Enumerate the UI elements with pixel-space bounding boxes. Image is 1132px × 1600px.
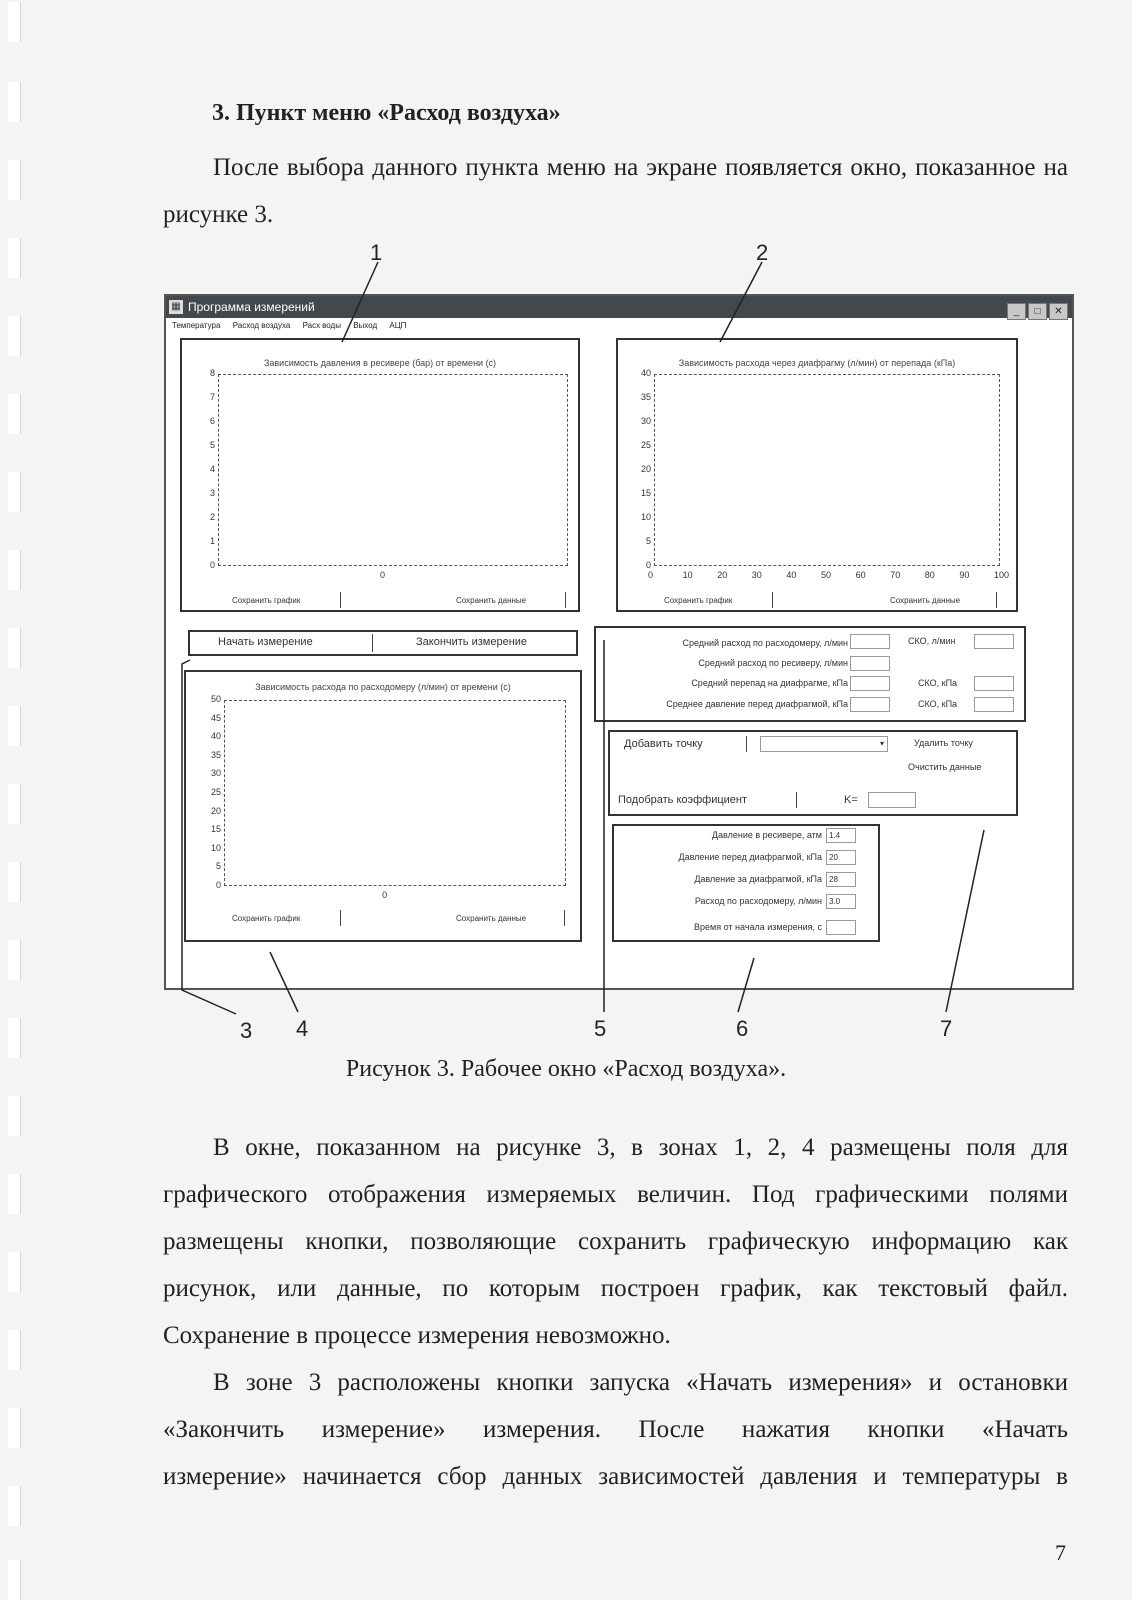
y-tick-label: 15 (210, 824, 221, 835)
x-tick-label: 10 (682, 570, 693, 580)
y-tick-label: 35 (640, 392, 651, 402)
save-plot-button[interactable]: Сохранить график (232, 596, 301, 605)
y-tick-label: 8 (209, 368, 215, 378)
x-tick-label: 20 (717, 570, 728, 580)
text-line: В окне, показанном на рисунке 3, в зонах 1, 2, 4 размещены поля для (213, 1134, 1068, 1161)
y-tick-label: 20 (640, 464, 651, 474)
menu-item-adc[interactable]: АЦП (389, 321, 407, 330)
chart-title: Зависимость расхода через диафрагму (л/мин) от перепада (кПа) (678, 358, 956, 368)
close-icon[interactable]: ✕ (1049, 303, 1068, 320)
minimize-icon[interactable]: _ (1007, 303, 1026, 320)
y-tick-label: 25 (210, 787, 221, 797)
avg-pressure-label: Среднее давление перед диафрагмой, кПа (666, 699, 848, 709)
menu-item-temperature[interactable]: Температура (172, 321, 221, 330)
y-tick-label: 45 (210, 712, 221, 723)
callout-5: 5 (594, 1016, 607, 1041)
pressure-before-label: Давление перед диафрагмой, кПа (678, 852, 822, 862)
chevron-down-icon: ▾ (879, 739, 884, 748)
receiver-pressure-value: 1.4 (826, 828, 856, 843)
x-tick-label: 100 (994, 570, 1010, 580)
x-tick-label: 70 (890, 570, 901, 580)
start-measurement-button[interactable]: Начать измерение (218, 636, 313, 648)
figure-caption: Рисунок 3. Рабочее окно «Расход воздуха». (345, 1056, 787, 1082)
x-tick-label: 40 (786, 570, 797, 580)
y-tick-label: 25 (640, 440, 651, 450)
section-heading: 3. Пункт меню «Расход воздуха» (212, 100, 561, 126)
callout-2: 2 (756, 240, 769, 265)
stop-measurement-button[interactable]: Закончить измерение (416, 636, 528, 648)
save-data-button[interactable]: Сохранить данные (890, 596, 961, 605)
clear-data-button[interactable]: Очистить данные (908, 762, 982, 772)
menu-item-air-flow[interactable]: Расход воздуха (232, 321, 291, 330)
y-tick-label: 1 (209, 536, 215, 546)
window-title: Программа измерений (188, 300, 315, 314)
y-tick-label: 35 (210, 749, 221, 760)
y-tick-label: 7 (209, 392, 215, 402)
y-tick-label: 3 (209, 488, 215, 498)
add-point-button[interactable]: Добавить точку (624, 738, 703, 750)
k-label: K= (844, 794, 858, 806)
y-tick-label: 10 (640, 512, 651, 522)
x-tick-label: 80 (924, 570, 935, 580)
pressure-after-label: Давление за диафрагмой, кПа (694, 874, 822, 884)
intro-paragraph: После выбора данного пункта меню на экране появляется окно, показанное на рисунке 3. (163, 154, 1068, 228)
y-tick-label: 30 (210, 768, 221, 779)
chart-title: Зависимость давления в ресивере (бар) от времени (с) (263, 358, 497, 368)
x-tick-label: 0 (380, 570, 386, 580)
menu-item-exit[interactable]: Выход (353, 321, 378, 330)
text-line: графического отображения измеряемых величин. Под графическими полями (163, 1181, 1068, 1208)
delete-point-button[interactable]: Удалить точку (914, 738, 973, 748)
menu-item-water-flow[interactable]: Расх воды (302, 321, 341, 330)
text-line: Сохранение в процессе измерения невозможно. (163, 1322, 671, 1349)
avg-diff-label: Средний перепад на диафрагме, кПа (691, 678, 848, 688)
y-tick-label: 5 (645, 536, 651, 546)
y-tick-label: 40 (640, 368, 651, 378)
x-tick-label: 0 (382, 890, 388, 900)
page-number: 7 (1055, 1540, 1066, 1565)
avg-receiver-label: Средний расход по ресиверу, л/мин (698, 658, 848, 668)
y-tick-label: 50 (210, 694, 221, 704)
y-tick-label: 30 (640, 416, 651, 426)
maximize-icon[interactable]: □ (1028, 303, 1047, 320)
save-data-button[interactable]: Сохранить данные (456, 914, 527, 923)
y-tick-label: 6 (209, 416, 215, 426)
y-tick-label: 5 (215, 861, 221, 872)
y-tick-label: 40 (210, 731, 221, 742)
callout-7: 7 (940, 1016, 953, 1041)
elapsed-time-label: Время от начала измерения, с (694, 922, 822, 932)
chart-title: Зависимость расхода по расходомеру (л/мин) от времени (с) (255, 682, 511, 692)
y-tick-label: 20 (210, 805, 221, 816)
save-plot-button[interactable]: Сохранить график (664, 596, 733, 605)
callout-3: 3 (240, 1018, 253, 1043)
y-tick-label: 15 (640, 488, 651, 498)
sko-pressure-label: СКО, кПа (918, 699, 958, 709)
sko-flow-label: СКО, л/мин (908, 636, 956, 646)
x-tick-label: 50 (821, 570, 832, 580)
receiver-pressure-label: Давление в ресивере, атм (711, 830, 822, 840)
text-line: В зоне 3 расположены кнопки запуска «Начать измерения» и остановки (213, 1369, 1068, 1396)
x-tick-label: 60 (855, 570, 866, 580)
flowmeter-flow-label: Расход по расходомеру, л/мин (694, 896, 822, 906)
text-line: «Закончить измерение» измерения. После нажатия кнопки «Начать (163, 1416, 1068, 1443)
fit-coefficient-button[interactable]: Подобрать коэффициент (618, 794, 748, 806)
pressure-before-value: 20 (826, 850, 856, 865)
y-tick-label: 5 (209, 440, 215, 450)
avg-flowmeter-label: Средний расход по расходомеру, л/мин (682, 638, 848, 648)
y-tick-label: 0 (645, 560, 651, 570)
callout-1: 1 (370, 240, 383, 265)
y-tick-label: 4 (209, 464, 215, 474)
text-line: размещены кнопки, позволяющие сохранить графическую информацию как (163, 1228, 1068, 1255)
text-line: измерение» начинается сбор данных зависимостей давления и температуры в (163, 1463, 1068, 1490)
app-icon: ▦ (169, 300, 183, 314)
x-tick-label: 0 (648, 570, 654, 580)
y-tick-label: 10 (210, 842, 221, 853)
callout-4: 4 (296, 1016, 309, 1041)
y-tick-label: 2 (209, 512, 215, 522)
y-tick-label: 0 (215, 880, 221, 890)
save-data-button[interactable]: Сохранить данные (456, 596, 527, 605)
callout-6: 6 (736, 1016, 749, 1041)
sko-diff-label: СКО, кПа (918, 678, 958, 688)
save-plot-button[interactable]: Сохранить график (232, 914, 301, 923)
pressure-after-value: 28 (826, 872, 856, 887)
text-line: рисунок, или данные, по которым построен график, как текстовый файл. (163, 1275, 1068, 1302)
y-tick-label: 0 (209, 560, 215, 570)
flowmeter-flow-value: 3.0 (826, 894, 856, 909)
x-tick-label: 90 (959, 570, 970, 580)
x-tick-label: 30 (751, 570, 762, 580)
